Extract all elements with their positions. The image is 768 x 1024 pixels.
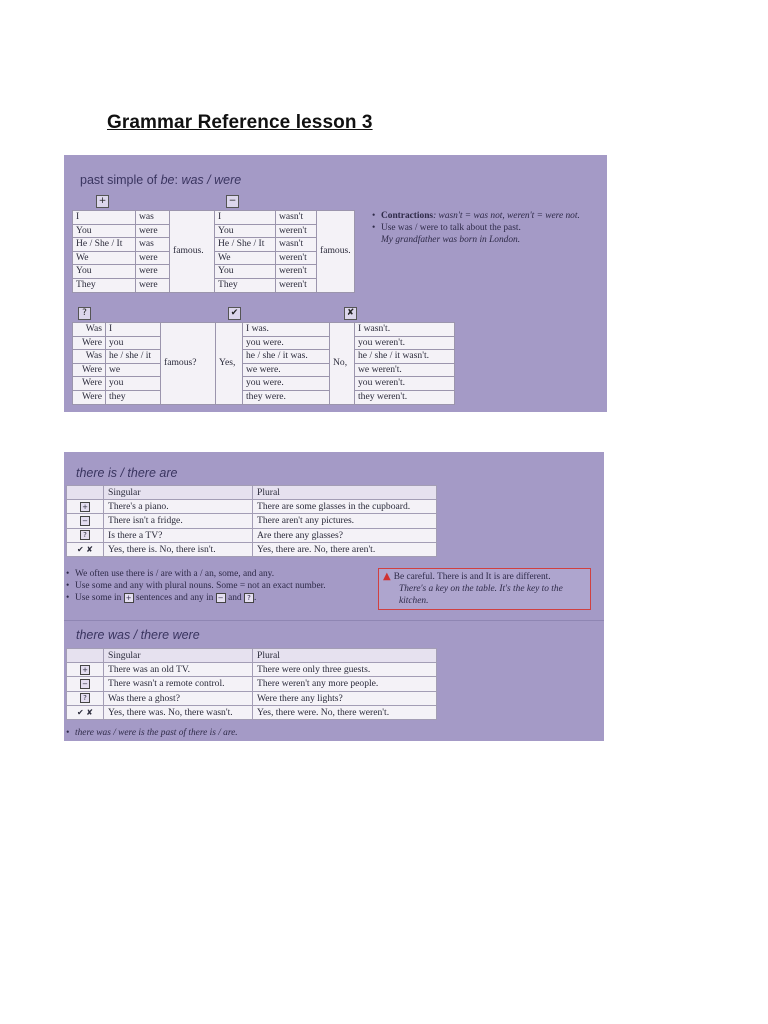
- q-subject: they: [106, 390, 161, 404]
- positive-symbol: +: [96, 195, 109, 208]
- pos-verb: was: [136, 211, 170, 225]
- neg-verb: weren't: [276, 224, 317, 238]
- q-yes: Yes,: [216, 323, 243, 405]
- minus-icon: −: [80, 516, 90, 526]
- plural-cell: Were there any lights?: [253, 691, 437, 705]
- note-contractions: [372, 210, 580, 222]
- singular-cell: Is there a TV?: [104, 528, 253, 542]
- neg-subject: He / She / It: [215, 238, 276, 252]
- table-row: [73, 350, 455, 364]
- there-is-heading: there is / there are: [76, 466, 178, 480]
- yes-answer: he / she / it was.: [243, 350, 330, 364]
- heading-prefix: past simple of: [80, 173, 161, 187]
- heading-forms: was / were: [181, 173, 242, 187]
- question-icon: ?: [80, 530, 90, 540]
- contractions-text: : wasn't = was not, weren't = were not.: [433, 211, 580, 221]
- there-is-table: [66, 485, 437, 557]
- note3-part: and: [228, 593, 242, 603]
- table-row: [67, 705, 437, 719]
- neg-subject: You: [215, 224, 276, 238]
- note-item: [66, 592, 326, 604]
- row-symbol: [67, 677, 104, 691]
- pos-subject: He / She / It: [73, 238, 136, 252]
- table-row: [67, 514, 437, 528]
- q-verb: Were: [73, 363, 106, 377]
- question-icon: ?: [80, 693, 90, 703]
- q-verb: Were: [73, 377, 106, 391]
- yes-symbol: ✔: [228, 307, 241, 320]
- yes-answer: you were.: [243, 336, 330, 350]
- singular-cell: Yes, there is. No, there isn't.: [104, 542, 253, 556]
- plus-icon: +: [124, 593, 134, 603]
- singular-cell: There wasn't a remote control.: [104, 677, 253, 691]
- table-row: [73, 363, 455, 377]
- row-symbol: [67, 500, 104, 514]
- warning-line: kitchen.: [399, 596, 429, 606]
- note-example: My grandfather was born in London.: [381, 235, 521, 245]
- note3-part: .: [253, 593, 257, 603]
- q-complement: famous?: [161, 323, 216, 405]
- table-row: [67, 691, 437, 705]
- yes-answer: we were.: [243, 363, 330, 377]
- no-answer: I wasn't.: [355, 323, 455, 337]
- table-row: [67, 677, 437, 691]
- row-symbol: [67, 691, 104, 705]
- yes-answer: they were.: [243, 390, 330, 404]
- neg-subject: They: [215, 278, 276, 292]
- header-blank: [67, 649, 104, 663]
- plural-cell: There were only three guests.: [253, 663, 437, 677]
- was-were-panel: [64, 155, 607, 412]
- table-row: [67, 542, 437, 556]
- was-were-question-table: [72, 322, 455, 405]
- note-item: • Use some and any with plural nouns. Some = not an exact number.: [66, 580, 326, 592]
- neg-subject: I: [215, 211, 276, 225]
- table-row: [73, 211, 355, 225]
- no-symbol: ✘: [344, 307, 357, 320]
- row-symbol: [67, 663, 104, 677]
- there-was-notes: [66, 727, 238, 739]
- pos-verb: were: [136, 265, 170, 279]
- no-answer: you weren't.: [355, 336, 455, 350]
- was-were-heading: [80, 173, 241, 187]
- note3-part: sentences and any in: [136, 593, 214, 603]
- table-header-row: [67, 486, 437, 500]
- plural-cell: Yes, there are. No, there aren't.: [253, 542, 437, 556]
- neg-verb: wasn't: [276, 238, 317, 252]
- q-subject: you: [106, 336, 161, 350]
- pos-subject: I: [73, 211, 136, 225]
- question-icon: ?: [244, 593, 254, 603]
- table-row: [73, 390, 455, 404]
- was-were-affirmative-negative-table: [72, 210, 355, 293]
- col-singular: Singular: [104, 649, 253, 663]
- note-use: • Use was / were to talk about the past.: [372, 222, 580, 234]
- note-item: • there was / were is the past of there is / are.: [66, 727, 238, 739]
- singular-cell: Was there a ghost?: [104, 691, 253, 705]
- neg-verb: weren't: [276, 278, 317, 292]
- warning-icon: ▲: [383, 571, 391, 582]
- there-is-notes: [66, 568, 326, 604]
- pos-subject: They: [73, 278, 136, 292]
- col-plural: Plural: [253, 486, 437, 500]
- table-row: [73, 377, 455, 391]
- q-verb: Was: [73, 323, 106, 337]
- neg-subject: We: [215, 251, 276, 265]
- plural-cell: There weren't any more people.: [253, 677, 437, 691]
- pos-subject: We: [73, 251, 136, 265]
- minus-icon: −: [80, 679, 90, 689]
- warning-line: [383, 571, 586, 583]
- note-item: • We often use there is / are with a / an, some, and any.: [66, 568, 326, 580]
- neg-verb: weren't: [276, 265, 317, 279]
- plural-cell: There are some glasses in the cupboard.: [253, 500, 437, 514]
- was-were-notes: [372, 210, 580, 246]
- singular-cell: There's a piano.: [104, 500, 253, 514]
- pos-verb: were: [136, 278, 170, 292]
- check-cross-icon: ✔ ✘: [77, 707, 93, 717]
- plural-cell: There aren't any pictures.: [253, 514, 437, 528]
- row-symbol: [67, 542, 104, 556]
- minus-icon: −: [216, 593, 226, 603]
- contractions-label: Contractions: [381, 211, 434, 221]
- q-no: No,: [330, 323, 355, 405]
- there-was-heading: there was / there were: [76, 628, 200, 642]
- singular-cell: There isn't a fridge.: [104, 514, 253, 528]
- pos-verb: was: [136, 238, 170, 252]
- warning-text: Be careful. There is and It is are different.: [393, 572, 551, 582]
- q-verb: Was: [73, 350, 106, 364]
- section-divider: [64, 620, 604, 621]
- q-verb: Were: [73, 336, 106, 350]
- table-row: [67, 528, 437, 542]
- table-header-row: [67, 649, 437, 663]
- plural-cell: Yes, there were. No, there weren't.: [253, 705, 437, 719]
- row-symbol: [67, 514, 104, 528]
- table-row: [73, 323, 455, 337]
- pos-verb: were: [136, 224, 170, 238]
- there-was-table: [66, 648, 437, 720]
- pos-subject: You: [73, 265, 136, 279]
- plural-cell: Are there any glasses?: [253, 528, 437, 542]
- q-subject: we: [106, 363, 161, 377]
- negative-symbol: −: [226, 195, 239, 208]
- q-subject: he / she / it: [106, 350, 161, 364]
- header-blank: [67, 486, 104, 500]
- q-subject: I: [106, 323, 161, 337]
- table-row: [67, 500, 437, 514]
- no-answer: they weren't.: [355, 390, 455, 404]
- q-subject: you: [106, 377, 161, 391]
- heading-be: be: [160, 173, 175, 187]
- warning-box: [378, 568, 591, 610]
- page-title: Grammar Reference lesson 3: [107, 112, 373, 133]
- table-row: [67, 663, 437, 677]
- heading-colon: :: [174, 173, 182, 187]
- q-verb: Were: [73, 390, 106, 404]
- yes-answer: I was.: [243, 323, 330, 337]
- row-symbol: [67, 528, 104, 542]
- no-answer: we weren't.: [355, 363, 455, 377]
- neg-subject: You: [215, 265, 276, 279]
- neg-verb: wasn't: [276, 211, 317, 225]
- pos-complement: famous.: [170, 211, 215, 293]
- pos-subject: You: [73, 224, 136, 238]
- note3-part: Use some in: [75, 593, 122, 603]
- singular-cell: Yes, there was. No, there wasn't.: [104, 705, 253, 719]
- no-answer: you weren't.: [355, 377, 455, 391]
- pos-verb: were: [136, 251, 170, 265]
- row-symbol: [67, 705, 104, 719]
- singular-cell: There was an old TV.: [104, 663, 253, 677]
- plus-icon: +: [80, 502, 90, 512]
- table-row: [73, 336, 455, 350]
- neg-complement: famous.: [317, 211, 355, 293]
- question-symbol: ?: [78, 307, 91, 320]
- yes-answer: you were.: [243, 377, 330, 391]
- warning-line: There's a key on the table. It's the key to the: [399, 584, 563, 594]
- check-cross-icon: ✔ ✘: [77, 544, 93, 554]
- no-answer: he / she / it wasn't.: [355, 350, 455, 364]
- col-singular: Singular: [104, 486, 253, 500]
- col-plural: Plural: [253, 649, 437, 663]
- neg-verb: weren't: [276, 251, 317, 265]
- plus-icon: +: [80, 665, 90, 675]
